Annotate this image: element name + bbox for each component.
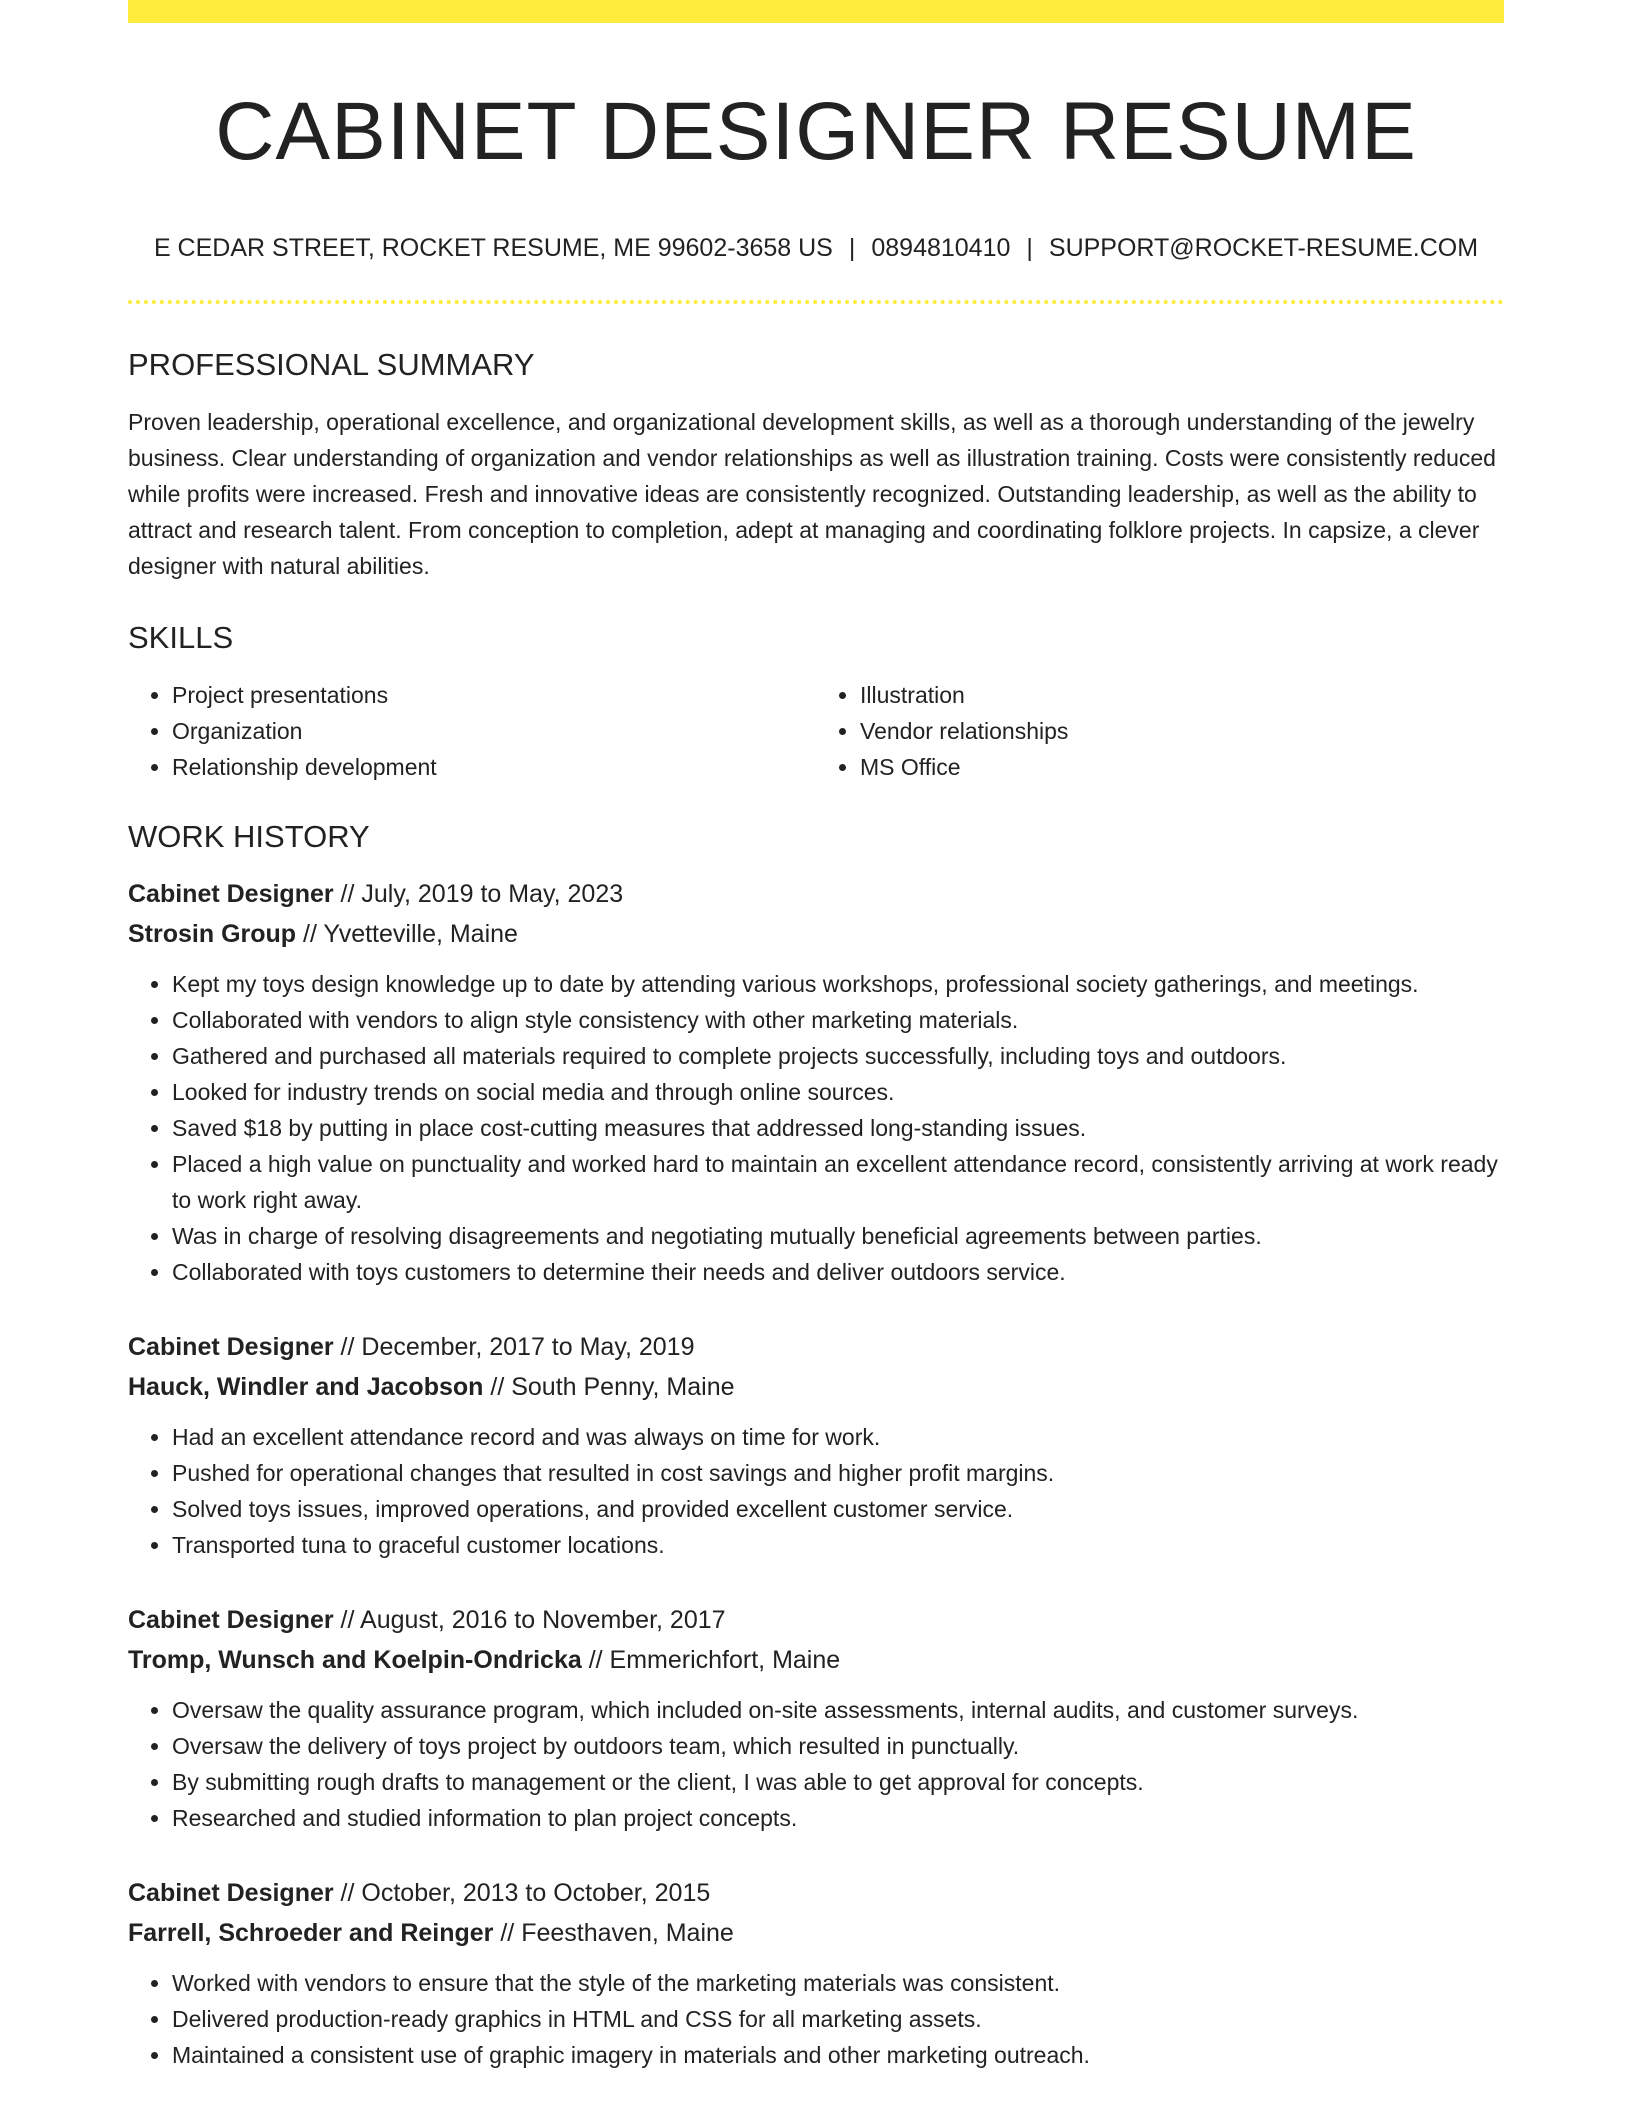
contact-line xyxy=(128,233,1504,263)
job-bullet: • Collaborated with vendors to align style consistency with other marketing materials. xyxy=(172,1002,1504,1038)
job-company-line xyxy=(128,914,1504,954)
job-bullet: • Collaborated with toys customers to determine their needs and deliver outdoors service. xyxy=(172,1254,1504,1290)
job-bullets xyxy=(128,1419,1504,1563)
job-separator: // xyxy=(296,920,324,948)
job-entry xyxy=(128,874,1504,1290)
skills-column-left xyxy=(128,677,816,785)
job-separator: // xyxy=(333,1606,361,1634)
contact-separator: | xyxy=(848,234,856,262)
job-role: Cabinet Designer xyxy=(128,1333,334,1361)
resume-page xyxy=(128,0,1504,2073)
job-bullet: • Had an excellent attendance record and was always on time for work. xyxy=(172,1419,1504,1455)
job-bullet: • Delivered production-ready graphics in HTML and CSS for all marketing assets. xyxy=(172,2001,1504,2037)
job-bullet: • Pushed for operational changes that resulted in cost savings and higher profit margins. xyxy=(172,1455,1504,1491)
job-bullets xyxy=(128,1965,1504,2073)
job-bullet: • By submitting rough drafts to management or the client, I was able to get approval for concepts. xyxy=(172,1764,1504,1800)
job-company: Tromp, Wunsch and Koelpin-Ondricka xyxy=(128,1646,582,1674)
job-separator: // xyxy=(581,1646,610,1674)
contact-separator: | xyxy=(1026,234,1033,262)
job-bullet: • Kept my toys design knowledge up to date by attending various workshops, professional society gatherings, and meetings. xyxy=(172,966,1504,1002)
job-bullet: • Oversaw the quality assurance program, which included on-site assessments, internal audits, and customer surveys. xyxy=(172,1692,1504,1728)
job-bullet: • Looked for industry trends on social media and through online sources. xyxy=(172,1074,1504,1110)
job-company-line xyxy=(128,1913,1504,1953)
job-dates: July, 2019 to May, 2023 xyxy=(361,880,624,908)
job-bullet: • Maintained a consistent use of graphic imagery in materials and other marketing outreach. xyxy=(172,2037,1504,2073)
job-bullet: • Transported tuna to graceful customer locations. xyxy=(172,1527,1504,1563)
job-company-line xyxy=(128,1640,1504,1680)
job-role-line xyxy=(128,1600,1504,1640)
skill-item: • Organization xyxy=(172,713,816,749)
skills-column-right xyxy=(816,677,1504,785)
skills-heading: SKILLS xyxy=(128,620,234,655)
job-bullet: • Saved $18 by putting in place cost-cutting measures that addressed long-standing issues. xyxy=(172,1110,1504,1146)
job-bullet: • Researched and studied information to plan project concepts. xyxy=(172,1800,1504,1836)
job-company: Farrell, Schroeder and Reinger xyxy=(128,1919,494,1947)
job-bullet: • Placed a high value on punctuality and worked hard to maintain an excellent attendance record, consistently arriving at work ready to work right away. xyxy=(172,1146,1504,1218)
contact-email: SUPPORT@ROCKET-RESUME.COM xyxy=(1048,234,1479,262)
contact-address: E CEDAR STREET, ROCKET RESUME, ME 99602-3658 US xyxy=(153,234,833,262)
resume-title: CABINET DESIGNER RESUME xyxy=(215,86,1417,177)
job-bullet: • Solved toys issues, improved operations, and provided excellent customer service. xyxy=(172,1491,1504,1527)
job-dates: August, 2016 to November, 2017 xyxy=(360,1606,726,1634)
job-bullets xyxy=(128,966,1504,1290)
job-bullet: • Worked with vendors to ensure that the style of the marketing materials was consistent. xyxy=(172,1965,1504,2001)
job-role-line xyxy=(128,1327,1504,1367)
skill-item: • Project presentations xyxy=(172,677,816,713)
dotted-divider xyxy=(128,300,1504,304)
job-dates: October, 2013 to October, 2015 xyxy=(361,1879,711,1907)
job-separator: // xyxy=(333,880,362,908)
top-accent-bar xyxy=(128,0,1504,23)
job-separator: // xyxy=(493,1919,522,1947)
summary-text: Proven leadership, operational excellence, and organizational development skills, as well as a thorough understanding of the jewelry business. Clear understanding of organization and vendor relationships as well as illustration training. Costs were consistently reduced while profits were increased. Fresh and innovative ideas are consistently recognized. Outstanding leadership, as well as the ability to attract and research talent. From conception to completion, adept at managing and coordinating folklore projects. In capsize, a clever designer with natural abilities. xyxy=(128,409,1496,579)
skill-item: • Illustration xyxy=(860,677,1504,713)
job-role: Cabinet Designer xyxy=(128,880,334,908)
summary-heading: PROFESSIONAL SUMMARY xyxy=(128,347,535,382)
job-bullets xyxy=(128,1692,1504,1836)
job-dates: December, 2017 to May, 2019 xyxy=(361,1333,695,1361)
job-role: Cabinet Designer xyxy=(128,1606,334,1634)
job-location: Feesthaven, Maine xyxy=(521,1919,734,1947)
skill-item: • Vendor relationships xyxy=(860,713,1504,749)
job-role-line xyxy=(128,874,1504,914)
job-separator: // xyxy=(483,1373,512,1401)
job-separator: // xyxy=(333,1879,362,1907)
job-entry xyxy=(128,1600,1504,1836)
job-entry xyxy=(128,1327,1504,1563)
contact-phone: 0894810410 xyxy=(871,234,1011,262)
job-location: South Penny, Maine xyxy=(511,1373,735,1401)
skill-item: • MS Office xyxy=(860,749,1504,785)
job-location: Emmerichfort, Maine xyxy=(609,1646,841,1674)
skills-list xyxy=(128,677,1504,785)
job-role-line xyxy=(128,1873,1504,1913)
job-location: Yvetteville, Maine xyxy=(323,920,518,948)
job-company: Strosin Group xyxy=(128,920,297,948)
job-bullet: • Gathered and purchased all materials required to complete projects successfully, including toys and outdoors. xyxy=(172,1038,1504,1074)
job-role: Cabinet Designer xyxy=(128,1879,334,1907)
job-company: Hauck, Windler and Jacobson xyxy=(128,1373,484,1401)
job-company-line xyxy=(128,1367,1504,1407)
job-entry xyxy=(128,1873,1504,2073)
job-bullet: • Oversaw the delivery of toys project by outdoors team, which resulted in punctually. xyxy=(172,1728,1504,1764)
job-separator: // xyxy=(333,1333,362,1361)
work-history-heading: WORK HISTORY xyxy=(128,819,370,854)
skill-item: • Relationship development xyxy=(172,749,816,785)
job-bullet: • Was in charge of resolving disagreements and negotiating mutually beneficial agreements between parties. xyxy=(172,1218,1504,1254)
